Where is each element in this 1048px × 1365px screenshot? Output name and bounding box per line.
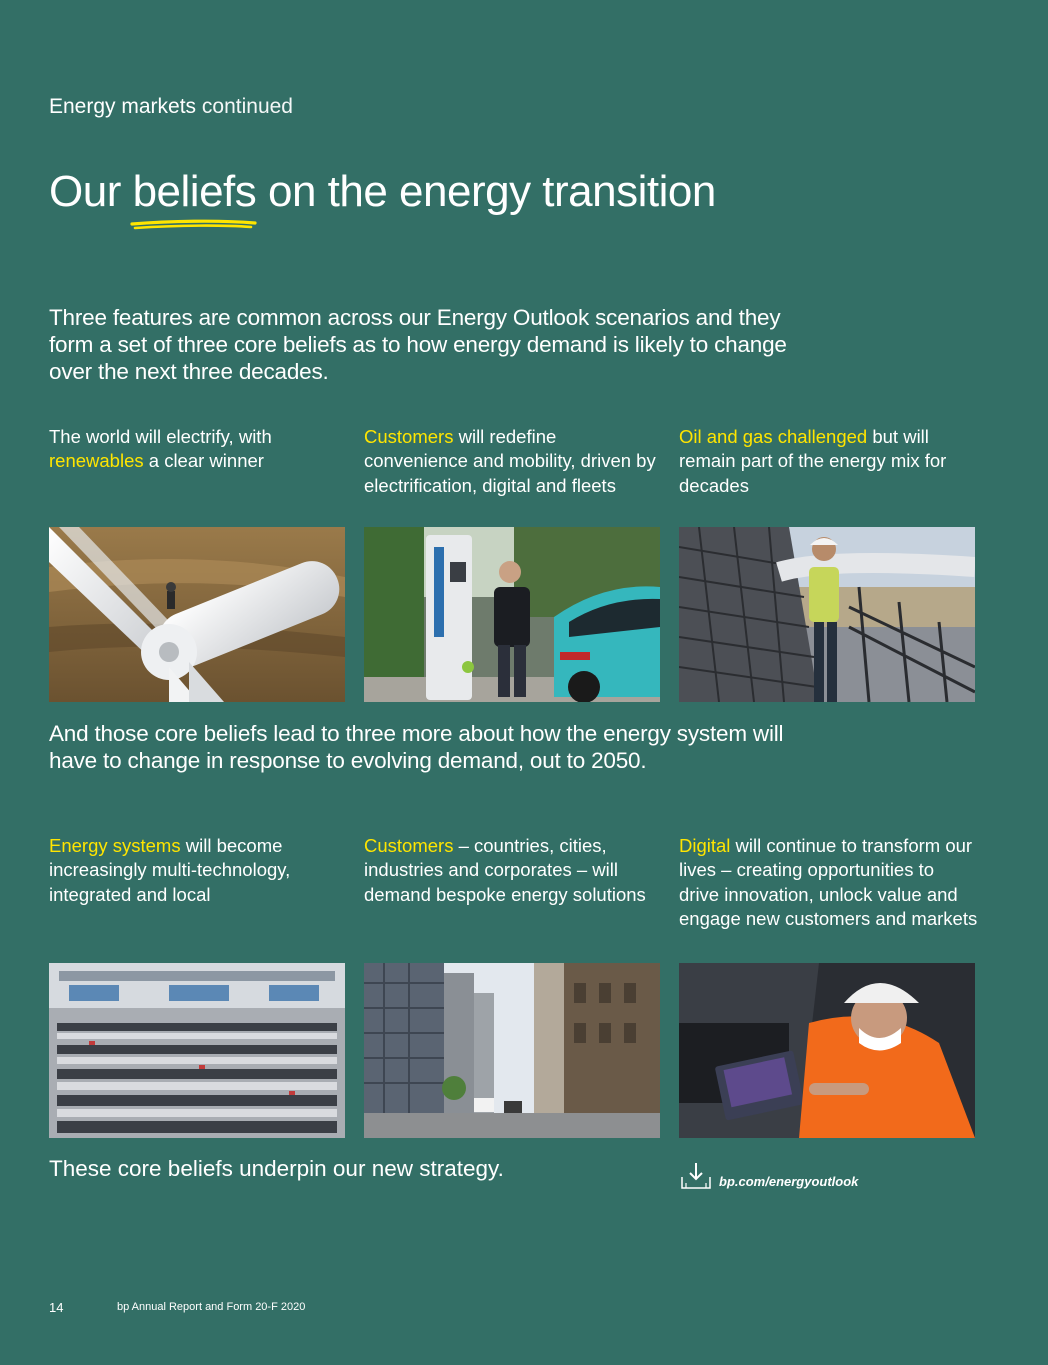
section-name: Energy markets (49, 95, 197, 118)
section-continued: continued (201, 95, 293, 118)
belief-highlight: Digital (679, 835, 731, 856)
belief-electrify: The world will electrify, with renewables a clear winner (49, 426, 272, 472)
digital-worker-photo (679, 963, 975, 1138)
belief-highlight: Energy systems (49, 835, 181, 856)
belief-customers-mobility: Customers will redefine convenience and mobility, driven by electrification, digital and fleets (364, 426, 656, 496)
title-post: on the energy transition (256, 167, 716, 216)
belief-highlight: renewables (49, 450, 144, 472)
transition-paragraph: And those core beliefs lead to three more about how the energy system will have to change in response to evolving demand, out to 2050. (49, 721, 784, 773)
belief-highlight: Customers (364, 835, 454, 856)
city-street-photo (364, 963, 660, 1138)
title-underlined-word: beliefs (133, 166, 257, 218)
report-title: bp Annual Report and Form 20-F 2020 (117, 1301, 306, 1313)
title-pre: Our (49, 167, 133, 216)
trading-floor-photo (49, 963, 345, 1138)
closing-statement: These core beliefs underpin our new strategy. (49, 1156, 504, 1181)
energy-outlook-link[interactable] (679, 1161, 858, 1191)
section-label (49, 94, 293, 120)
download-icon (679, 1161, 713, 1191)
highlighter-underline-icon (129, 218, 261, 232)
page-number: 14 (49, 1300, 64, 1315)
belief-highlight: Customers (364, 426, 454, 447)
belief-customers-bespoke: Customers – countries, cities, industries and corporates – will demand bespoke energy solutions (364, 835, 646, 905)
oil-gas-worker-photo (679, 527, 975, 702)
belief-digital: Digital will continue to transform our lives – creating opportunities to drive innovation, unlock value and engage new customers and markets (679, 835, 978, 929)
wind-turbine-photo (49, 527, 345, 702)
belief-energy-systems: Energy systems will become increasingly multi-technology, integrated and local (49, 835, 291, 905)
link-text[interactable]: bp.com/energyoutlook (719, 1174, 859, 1189)
belief-highlight: Oil and gas challenged (679, 426, 868, 447)
belief-oil-gas: Oil and gas challenged but will remain part of the energy mix for decades (679, 426, 947, 496)
ev-charging-photo (364, 527, 660, 702)
intro-paragraph: Three features are common across our Energy Outlook scenarios and they form a set of three core beliefs as to how energy demand is likely to change over the next three decades. (49, 305, 787, 384)
page-title (49, 166, 716, 218)
